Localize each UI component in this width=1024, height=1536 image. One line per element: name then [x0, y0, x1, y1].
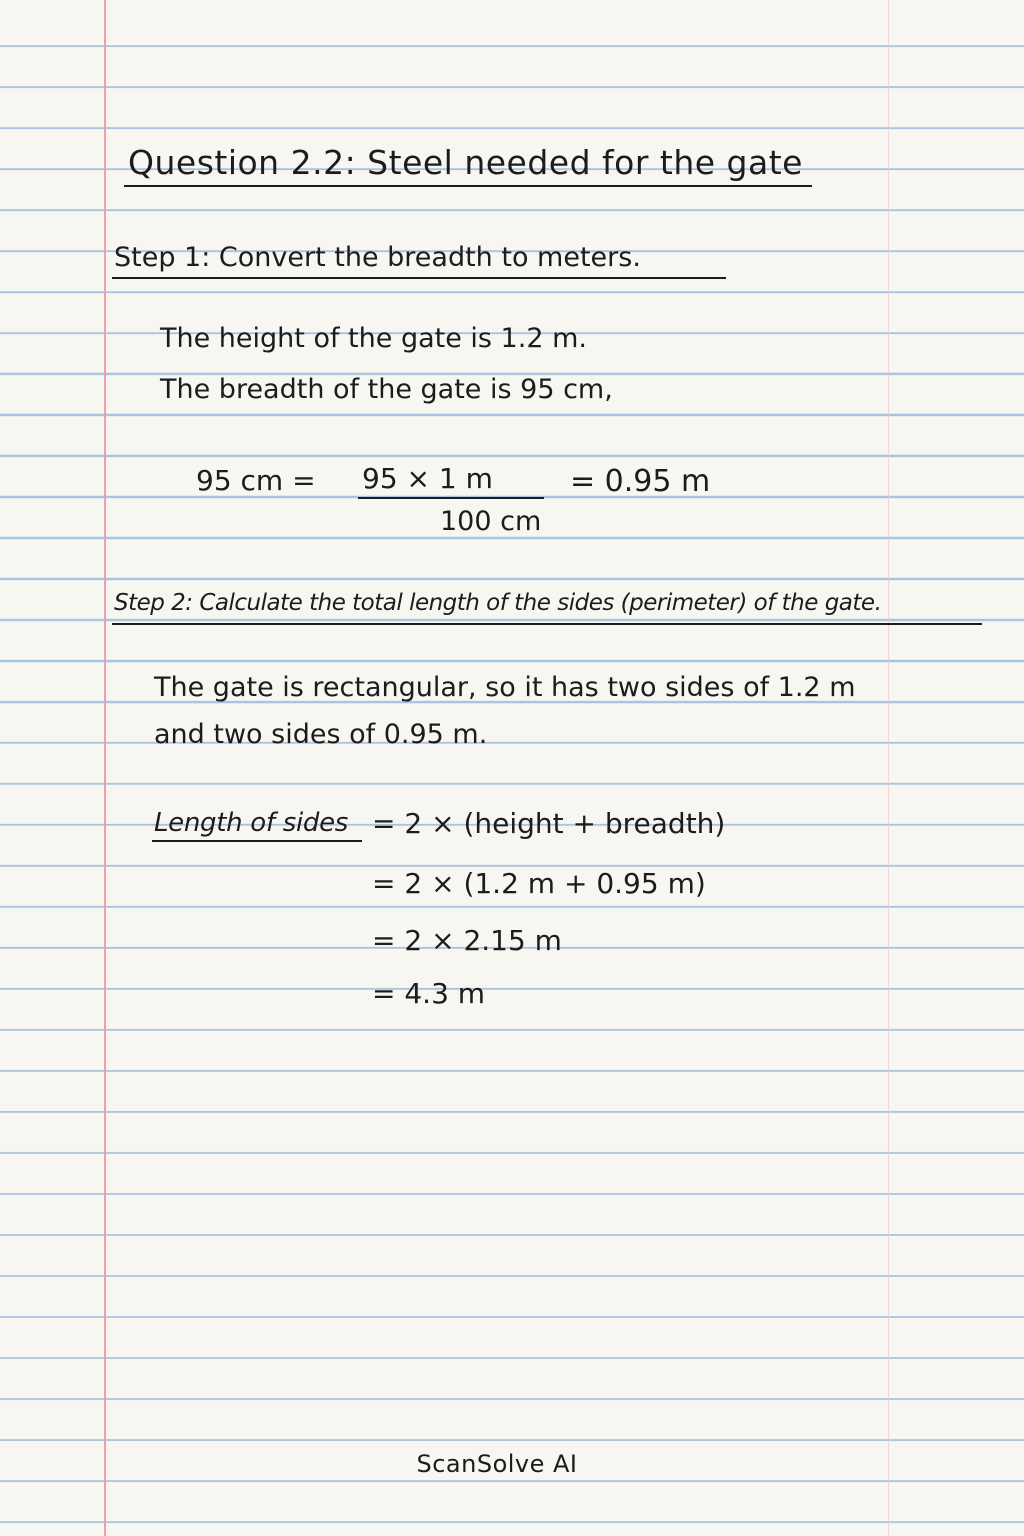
page-title: Question 2.2: Steel needed for the gate [128, 143, 803, 182]
calc-line-result: = 4.3 m [372, 977, 486, 1010]
rectangle-statement-line2: and two sides of 0.95 m. [154, 719, 488, 750]
height-statement: The height of the gate is 1.2 m. [160, 323, 587, 354]
right-margin-line [888, 0, 889, 1536]
conversion-denominator: 100 cm [440, 506, 542, 537]
calc-line: = 2 × (1.2 m + 0.95 m) [372, 867, 706, 900]
footer-brand [0, 1452, 1024, 1476]
fraction-bar [358, 497, 544, 499]
conversion-result: = 0.95 m [570, 464, 711, 499]
step2-heading: Step 2: Calculate the total length of the sides (perimeter) of the gate. [114, 590, 882, 616]
left-margin-line [104, 0, 106, 1536]
conversion-numerator: 95 × 1 m [362, 462, 493, 495]
length-of-sides-underline [152, 840, 362, 842]
length-of-sides-label: Length of sides [154, 808, 349, 838]
step1-underline [112, 277, 726, 279]
calc-line: = 2 × 2.15 m [372, 924, 562, 957]
calc-line: = 2 × (height + breadth) [372, 807, 726, 840]
conversion-left: 95 cm = [196, 464, 316, 497]
step2-underline [112, 623, 982, 625]
footer-brand-text: ScanSolve AI [416, 1450, 578, 1478]
rectangle-statement-line1: The gate is rectangular, so it has two sides of 1.2 m [154, 672, 856, 703]
breadth-statement: The breadth of the gate is 95 cm, [160, 374, 613, 405]
title-underline [124, 185, 812, 187]
step1-heading: Step 1: Convert the breadth to meters. [114, 242, 641, 273]
